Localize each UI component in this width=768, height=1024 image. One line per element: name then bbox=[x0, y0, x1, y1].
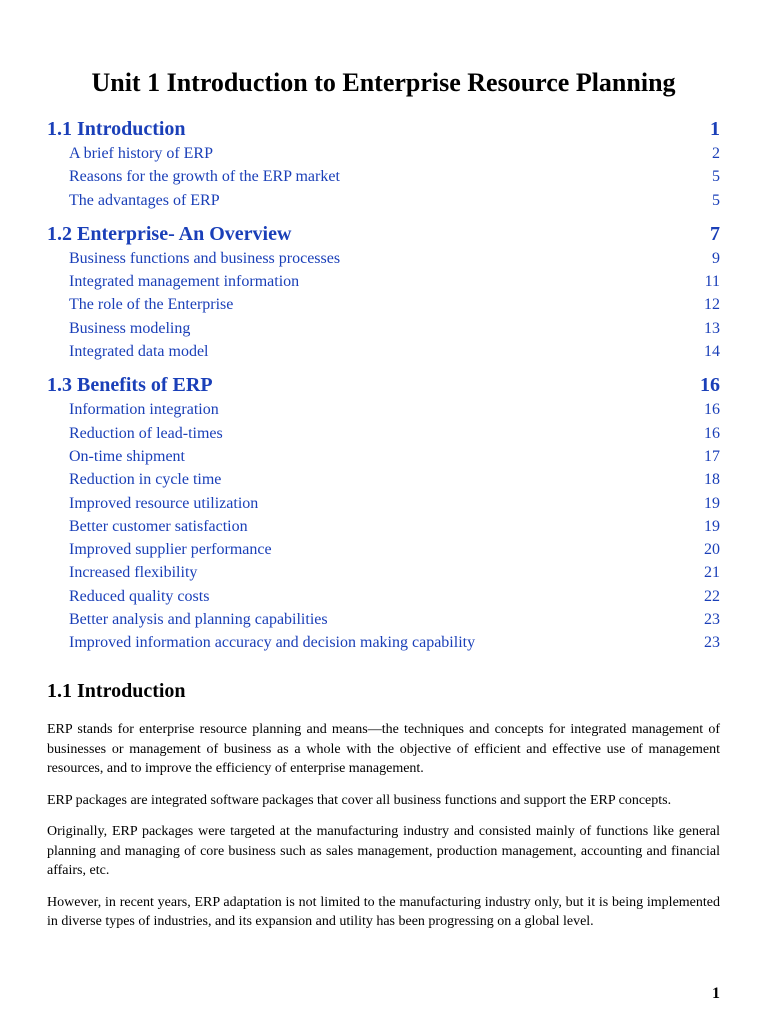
toc-item-page: 21 bbox=[704, 564, 720, 582]
toc-item-page: 5 bbox=[712, 168, 720, 186]
toc-item-label: The role of the Enterprise bbox=[69, 296, 234, 314]
toc-item-supplier-performance[interactable] bbox=[47, 538, 720, 561]
toc-item-label: Business modeling bbox=[69, 319, 191, 337]
toc-item-label: Integrated data model bbox=[69, 343, 209, 361]
toc-item-on-time-shipment[interactable] bbox=[47, 445, 720, 468]
toc-section-label: 1.2 Enterprise- An Overview bbox=[47, 222, 292, 245]
toc-item-page: 19 bbox=[704, 517, 720, 535]
toc-section-page: 1 bbox=[710, 118, 720, 140]
toc-item-quality-costs[interactable] bbox=[47, 585, 720, 608]
toc-item-page: 22 bbox=[704, 587, 720, 605]
table-of-contents bbox=[47, 116, 720, 655]
toc-item-page: 19 bbox=[704, 494, 720, 512]
toc-item-label: Improved resource utilization bbox=[69, 494, 259, 512]
toc-section-page: 16 bbox=[700, 374, 720, 397]
section-heading: 1.1 Introduction bbox=[47, 680, 186, 702]
toc-item-page: 18 bbox=[704, 471, 720, 489]
toc-item-brief-history[interactable] bbox=[47, 142, 720, 165]
toc-item-business-functions[interactable] bbox=[47, 247, 720, 270]
toc-item-page: 17 bbox=[704, 447, 720, 465]
toc-item-page: 14 bbox=[704, 343, 720, 361]
toc-item-label: Business functions and business processes bbox=[69, 249, 341, 267]
toc-section-label: 1.1 Introduction bbox=[47, 118, 186, 140]
toc-item-label: Improved supplier performance bbox=[69, 541, 272, 559]
toc-item-integrated-management[interactable] bbox=[47, 270, 720, 293]
toc-item-page: 20 bbox=[704, 541, 720, 559]
toc-item-label: Increased flexibility bbox=[69, 564, 198, 582]
toc-item-page: 5 bbox=[712, 191, 720, 209]
toc-item-cycle-time[interactable] bbox=[47, 468, 720, 491]
toc-item-page: 23 bbox=[704, 634, 720, 652]
page-number: 1 bbox=[712, 985, 720, 1002]
toc-item-customer-satisfaction[interactable] bbox=[47, 515, 720, 538]
toc-item-page: 9 bbox=[712, 249, 720, 267]
toc-item-analysis-planning[interactable] bbox=[47, 608, 720, 631]
paragraph: ERP packages are integrated software packages that cover all business functions and support the ERP concepts. bbox=[47, 792, 672, 808]
toc-item-label: Better customer satisfaction bbox=[69, 517, 248, 535]
toc-section-label: 1.3 Benefits of ERP bbox=[47, 374, 213, 397]
toc-item-business-modeling[interactable] bbox=[47, 317, 720, 340]
toc-item-information-accuracy[interactable] bbox=[47, 631, 720, 654]
toc-section-introduction[interactable] bbox=[47, 116, 720, 142]
toc-item-page: 16 bbox=[704, 401, 720, 419]
toc-item-information-integration[interactable] bbox=[47, 398, 720, 421]
toc-item-page: 16 bbox=[704, 424, 720, 442]
toc-item-resource-utilization[interactable] bbox=[47, 492, 720, 515]
toc-item-label: Improved information accuracy and decision making capability bbox=[69, 634, 476, 652]
toc-item-page: 2 bbox=[712, 145, 720, 162]
toc-item-label: Integrated management information bbox=[69, 273, 300, 291]
toc-item-page: 11 bbox=[704, 273, 720, 291]
document-page bbox=[47, 0, 720, 1024]
toc-section-page: 7 bbox=[710, 222, 720, 245]
toc-item-label: Reduction in cycle time bbox=[69, 471, 222, 489]
toc-item-page: 12 bbox=[704, 296, 720, 314]
paragraph: Originally, ERP packages were targeted at the manufacturing industry and consisted mainly of functions like general planning and managing of core business such as sales management, production management, accounting and financial affairs, etc. bbox=[47, 824, 720, 878]
section-body bbox=[47, 720, 720, 944]
toc-item-label: Better analysis and planning capabilities bbox=[69, 611, 328, 629]
paragraph: ERP stands for enterprise resource planning and means—the techniques and concepts for integrated management of businesses or management of business as a whole with the objective of efficient and effective use of management resources, and to improve the efficiency of enterprise management. bbox=[47, 722, 720, 776]
toc-item-label: Reasons for the growth of the ERP market bbox=[69, 168, 340, 186]
toc-section-benefits[interactable] bbox=[47, 372, 720, 398]
toc-item-growth-reasons[interactable] bbox=[47, 165, 720, 188]
toc-item-advantages[interactable] bbox=[47, 189, 720, 212]
toc-item-label: Reduction of lead-times bbox=[69, 424, 223, 442]
toc-item-label: Reduced quality costs bbox=[69, 587, 210, 605]
toc-item-label: On-time shipment bbox=[69, 447, 185, 465]
paragraph: However, in recent years, ERP adaptation is not limited to the manufacturing industry only, but it is being implemented in diverse types of industries, and its expansion and utility has been progressing on a global level. bbox=[47, 894, 720, 929]
toc-section-enterprise-overview[interactable] bbox=[47, 221, 720, 247]
toc-item-lead-times[interactable] bbox=[47, 422, 720, 445]
toc-item-label: Information integration bbox=[69, 401, 219, 419]
toc-item-label: The advantages of ERP bbox=[69, 191, 220, 209]
toc-item-role-of-enterprise[interactable] bbox=[47, 293, 720, 316]
toc-item-page: 23 bbox=[704, 611, 720, 629]
toc-item-page: 13 bbox=[704, 319, 720, 337]
toc-item-flexibility[interactable] bbox=[47, 561, 720, 584]
toc-item-label: A brief history of ERP bbox=[69, 145, 213, 162]
toc-item-integrated-data-model[interactable] bbox=[47, 340, 720, 363]
document-title: Unit 1 Introduction to Enterprise Resource Planning bbox=[91, 68, 676, 97]
